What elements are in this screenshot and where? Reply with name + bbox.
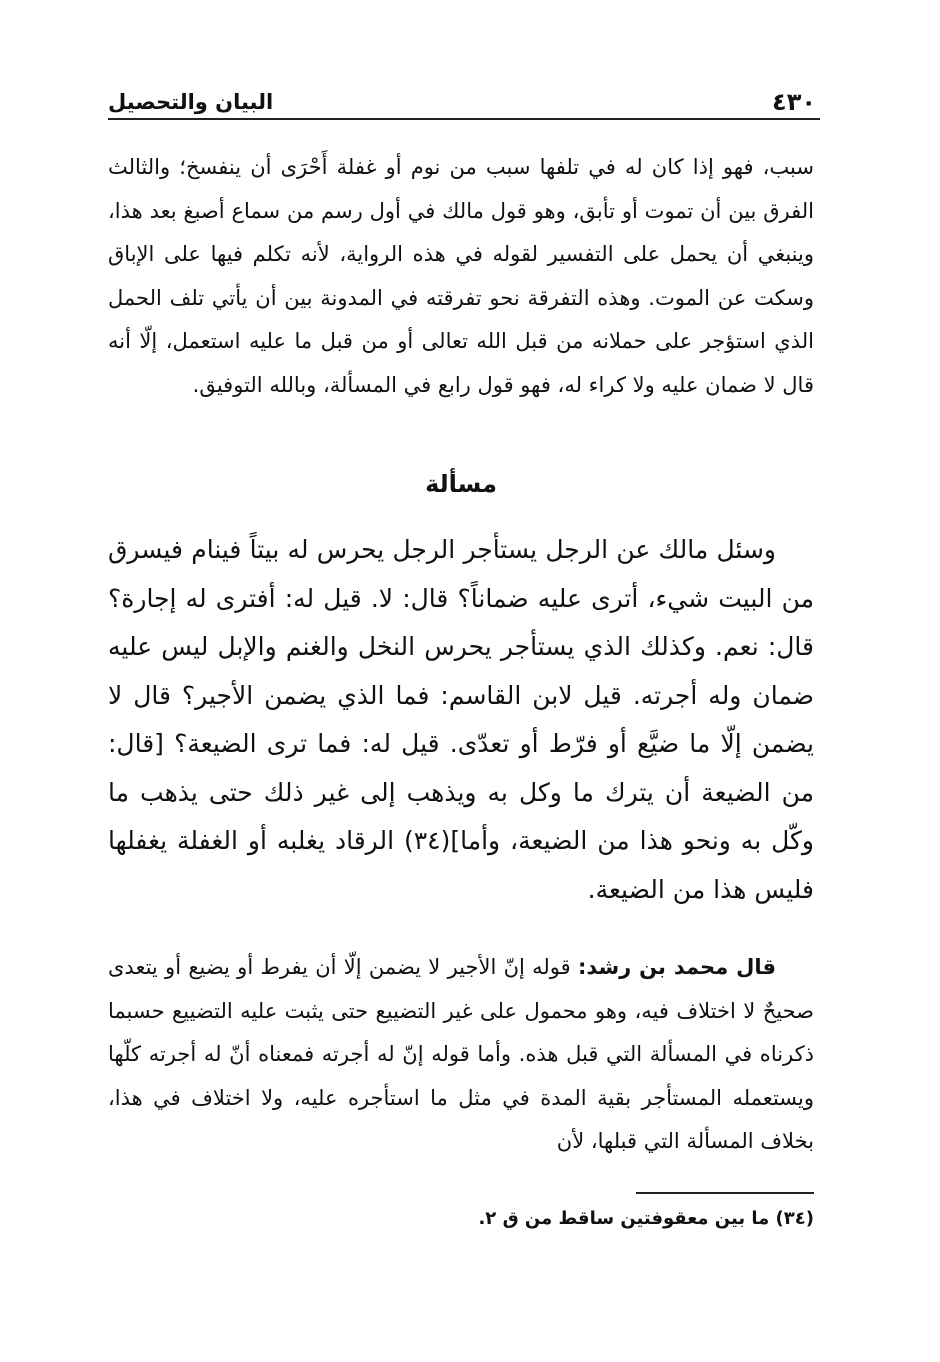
commentary-text: قوله إنّ الأجير لا يضمن إلّا أن يفرط أو يضيع أو يتعدى صحيحٌ لا اختلاف فيه، وهو محمول على غير التضييع حتى يثبت عليه التضييع حسبما ذكرناه في المسألة التي قبل هذه. وأما قوله إنّ له أجرته فمعناه أنّ له أجرته كلّها ويستعمله المستأجر بقية المدة في مثل ما استأجره عليه، ولا اختلاف في هذا، بخلاف المسألة التي قبلها، لأن: [108, 955, 814, 1153]
footnote-separator: [636, 1192, 814, 1194]
running-title: البيان والتحصيل: [108, 90, 274, 114]
commentary-lead: قال محمد بن رشد:: [577, 955, 776, 979]
footnote: (٣٤) ما بين معقوفتين ساقط من ق ٢.: [478, 1208, 814, 1229]
page-header: [108, 88, 820, 120]
paragraph-question: وسئل مالك عن الرجل يستأجر الرجل يحرس له بيتاً فينام فيسرق من البيت شيء، أترى عليه ضماناً؟ قال: لا. قيل له: أفترى له إجارة؟ قال: نعم. وكذلك الذي يستأجر يحرس النخل والغنم والإبل ليس عليه ضمان وله أجرته. قيل لابن القاسم: فما الذي يضمن الأجير؟ قال لا يضمن إلّا ما ضيَّع أو فرّط أو تعدّى. قيل له: فما ترى الضيعة؟ [قال: من الضيعة أن يترك ما وكل به ويذهب إلى غير ذلك حتى يذهب ما وكّل به ونحو هذا من الضيعة، وأما](٣٤) الرقاد يغلبه أو الغفلة يغفلها فليس هذا من الضيعة.: [108, 535, 814, 904]
paragraph-continuation: سبب، فهو إذا كان له في تلفها سبب من نوم أو غفلة أَحْرَى أن ينفسخ؛ والثالث الفرق بين أن تموت أو تأبق، وهو قول مالك في أول رسم من سماع أصبغ بعد هذا، وينبغي أن يحمل على التفسير لقوله في هذه الرواية، لأنه تكلم فيها على الإباق وسكت عن الموت. وهذه التفرقة نحو تفرقته في المدونة بين أن يأتي تلف الحمل الذي استؤجر على حملانه من قبل الله تعالى أو من قبل ما عليه استعمل، إلّا أنه قال لا ضمان عليه ولا كراء له، فهو قول رابع في المسألة، وبالله التوفيق.: [108, 155, 814, 397]
page-number: ٤٣٠: [772, 88, 816, 116]
section-heading: مسألة: [425, 470, 497, 498]
paragraph-commentary: [108, 946, 814, 1164]
